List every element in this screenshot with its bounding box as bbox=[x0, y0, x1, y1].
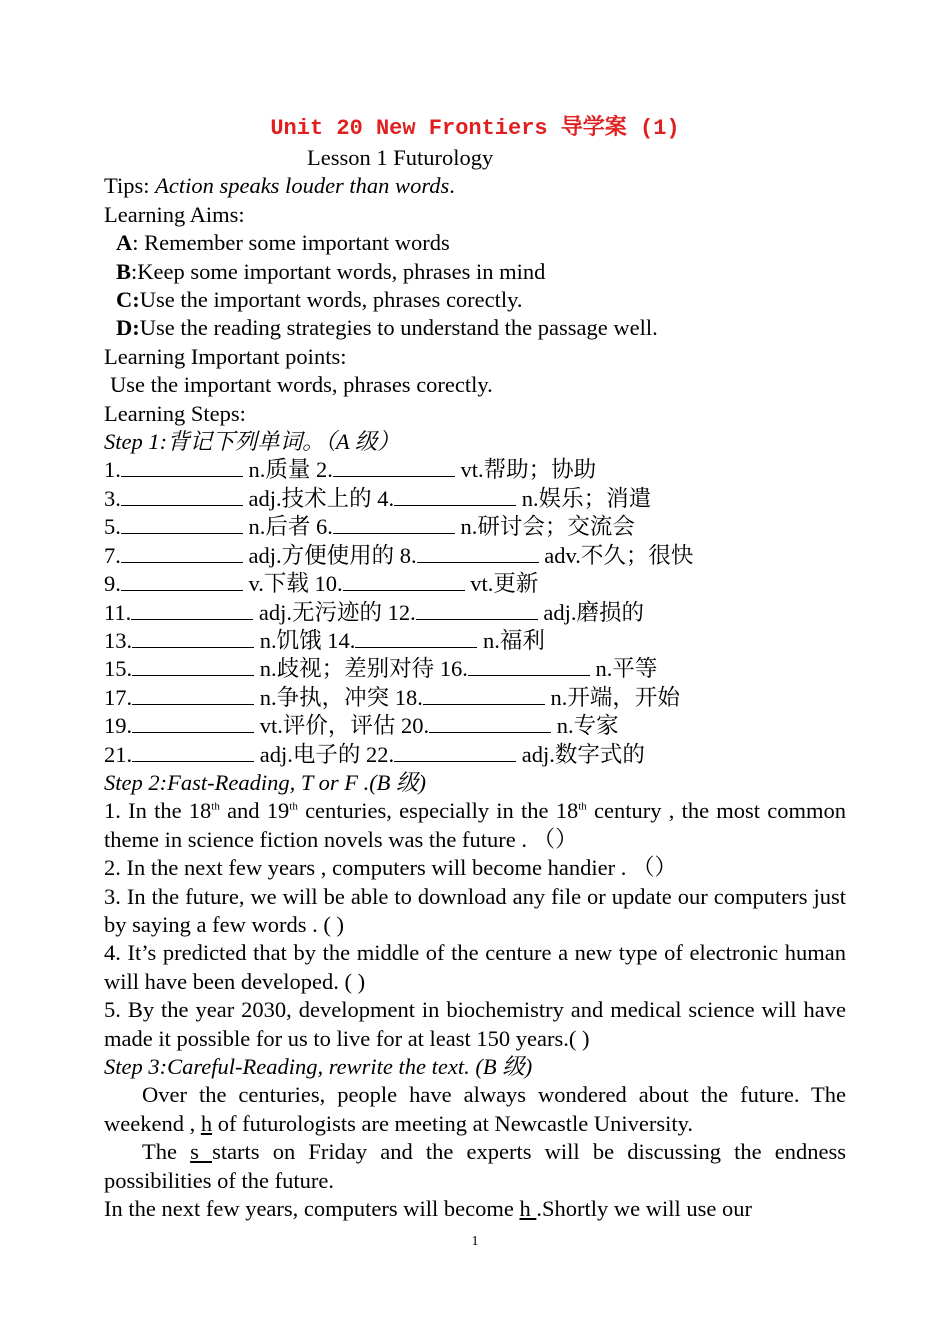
vocab-answer-blank[interactable] bbox=[333, 515, 455, 534]
vocab-number: 9. bbox=[104, 571, 121, 597]
lesson-subtitle: Lesson 1 Futurology bbox=[307, 145, 494, 170]
vocab-definition: vt.更新 bbox=[470, 571, 539, 597]
vocab-definition: adj.方便使用的 bbox=[248, 542, 400, 568]
vocab-number: 15. bbox=[104, 656, 133, 682]
vocab-definition: n.平等 bbox=[595, 656, 658, 682]
points-heading: Learning Important points: bbox=[104, 343, 347, 369]
aim-item: D:Use the reading strategies to understand the passage well. bbox=[116, 315, 658, 341]
aim-item: A: Remember some important words bbox=[116, 230, 450, 256]
vocab-definition: adj.磨损的 bbox=[543, 599, 645, 625]
vocab-number: 11. bbox=[104, 599, 132, 625]
vocab-definition: n.饥饿 bbox=[259, 627, 322, 653]
vocab-answer-blank[interactable] bbox=[121, 487, 243, 506]
fill-blank: h bbox=[200, 1110, 213, 1136]
aim-item: B:Keep some important words, phrases in mind bbox=[116, 258, 546, 284]
vocab-answer-blank[interactable] bbox=[416, 601, 538, 620]
vocab-number: 12. bbox=[387, 599, 416, 625]
fill-blank: s bbox=[190, 1139, 213, 1165]
vocab-definition: n.福利 bbox=[483, 627, 545, 653]
vocab-row bbox=[104, 712, 846, 740]
vocab-number: 19. bbox=[104, 713, 133, 739]
vocab-answer-blank[interactable] bbox=[132, 686, 254, 705]
tips-line: Tips: Action speaks louder than words. bbox=[104, 173, 455, 199]
vocab-row bbox=[104, 485, 846, 513]
vocab-definition: adj.技术上的 bbox=[248, 485, 372, 511]
vocab-number: 8. bbox=[399, 542, 417, 568]
vocab-row bbox=[104, 570, 846, 598]
vocab-row bbox=[104, 741, 846, 769]
aim-item: C:Use the important words, phrases corectly. bbox=[116, 287, 523, 313]
vocab-definition: n.开端，开始 bbox=[550, 684, 680, 710]
vocab-answer-blank[interactable] bbox=[468, 657, 590, 676]
step1-heading: Step 1:背记下列单词。（A 级） bbox=[104, 429, 400, 455]
vocab-number: 21. bbox=[104, 741, 133, 767]
steps-heading: Learning Steps: bbox=[104, 400, 246, 426]
passage-paragraph: The s starts on Friday and the experts will be discussing the endness possibilities of the future. bbox=[104, 1139, 847, 1193]
vocab-answer-blank[interactable] bbox=[121, 515, 243, 534]
passage-paragraph: In the next few years, computers will become h .Shortly we will use our bbox=[104, 1196, 752, 1222]
vocab-number: 16. bbox=[439, 656, 468, 682]
page-number: 1 bbox=[471, 1234, 479, 1249]
tips-label: Tips: bbox=[104, 173, 150, 199]
vocab-row bbox=[104, 655, 846, 683]
vocab-number: 18. bbox=[394, 684, 423, 710]
vocab-definition: vt.帮助；协助 bbox=[460, 457, 597, 483]
vocab-number: 3. bbox=[104, 485, 121, 511]
vocab-number: 7. bbox=[104, 542, 121, 568]
question-4: 4. It’s predicted that by the middle of the centure a new type of electronic human will have been developed. ( ) bbox=[104, 940, 846, 994]
vocab-row bbox=[104, 599, 846, 627]
vocab-answer-blank[interactable] bbox=[121, 572, 243, 591]
vocab-list bbox=[104, 456, 846, 768]
vocab-number: 10. bbox=[314, 571, 343, 597]
vocab-definition: adj.无污迹的 bbox=[258, 599, 383, 625]
vocab-definition: v.下载 bbox=[248, 571, 309, 597]
vocab-row bbox=[104, 684, 846, 712]
vocab-answer-blank[interactable] bbox=[131, 601, 253, 620]
vocab-answer-blank[interactable] bbox=[394, 743, 516, 762]
vocab-answer-blank[interactable] bbox=[423, 686, 545, 705]
vocab-answer-blank[interactable] bbox=[429, 714, 551, 733]
vocab-definition: vt.评价，评估 bbox=[259, 713, 402, 739]
vocab-number: 5. bbox=[104, 514, 121, 540]
vocab-definition: n.争执，冲突 bbox=[259, 684, 390, 710]
question-5: 5. By the year 2030, development in biochemistry and medical science will have made it possible for us to live for at least 150 years.( ) bbox=[104, 997, 846, 1051]
vocab-row bbox=[104, 513, 846, 541]
tips-text: Action speaks louder than words bbox=[155, 173, 450, 199]
vocab-number: 14. bbox=[327, 627, 356, 653]
points-text: Use the important words, phrases corectly. bbox=[110, 372, 493, 398]
vocab-number: 20. bbox=[401, 713, 430, 739]
vocab-answer-blank[interactable] bbox=[355, 629, 477, 648]
vocab-answer-blank[interactable] bbox=[121, 458, 243, 477]
vocab-row bbox=[104, 627, 846, 655]
vocab-answer-blank[interactable] bbox=[333, 458, 455, 477]
vocab-number: 1. bbox=[104, 457, 121, 483]
vocab-number: 17. bbox=[104, 684, 133, 710]
vocab-definition: n.研讨会；交流会 bbox=[460, 514, 635, 540]
vocab-definition: n.歧视；差别对待 bbox=[259, 656, 440, 682]
vocab-definition: adj.电子的 bbox=[259, 741, 366, 767]
vocab-answer-blank[interactable] bbox=[132, 629, 254, 648]
document-page bbox=[104, 114, 846, 1223]
vocab-answer-blank[interactable] bbox=[132, 743, 254, 762]
vocab-definition: n.专家 bbox=[556, 713, 619, 739]
vocab-number: 2. bbox=[316, 457, 333, 483]
vocab-row bbox=[104, 542, 846, 570]
question-1: 1. In the 18th and 19th centuries, especially in the 18th century , the most common theme in science fiction novels was the future . （） bbox=[104, 798, 847, 852]
vocab-definition: n.质量 bbox=[248, 457, 311, 483]
vocab-answer-blank[interactable] bbox=[394, 487, 516, 506]
vocab-answer-blank[interactable] bbox=[132, 714, 254, 733]
vocab-row bbox=[104, 456, 846, 484]
question-2: 2. In the next few years , computers will become handier . （） bbox=[104, 855, 677, 881]
fill-blank: h bbox=[519, 1196, 537, 1222]
question-3: 3. In the future, we will be able to download any file or update our computers just by saying a few words . ( ) bbox=[104, 883, 846, 937]
vocab-definition: n.娱乐；消遣 bbox=[521, 485, 652, 511]
vocab-answer-blank[interactable] bbox=[132, 657, 254, 676]
vocab-definition: n.后者 bbox=[248, 514, 311, 540]
document-title: Unit 20 New Frontiers 导学案 (1) bbox=[270, 116, 680, 141]
passage-paragraph: Over the centuries, people have always wondered about the future. The weekend , h of futurologists are meeting at Newcastle University. bbox=[104, 1082, 846, 1136]
vocab-number: 4. bbox=[377, 485, 395, 511]
vocab-number: 22. bbox=[366, 741, 395, 767]
vocab-answer-blank[interactable] bbox=[121, 544, 243, 563]
vocab-definition: adv.不久；很快 bbox=[544, 542, 694, 568]
vocab-answer-blank[interactable] bbox=[417, 544, 539, 563]
step2-heading: Step 2:Fast-Reading, T or F .(B 级) bbox=[104, 769, 427, 795]
aims-heading: Learning Aims: bbox=[104, 201, 245, 227]
vocab-definition: adj.数字式的 bbox=[521, 741, 645, 767]
vocab-number: 6. bbox=[316, 514, 333, 540]
vocab-number: 13. bbox=[104, 627, 133, 653]
step3-heading: Step 3:Careful-Reading, rewrite the text. (B 级) bbox=[104, 1054, 533, 1079]
vocab-answer-blank[interactable] bbox=[343, 572, 465, 591]
